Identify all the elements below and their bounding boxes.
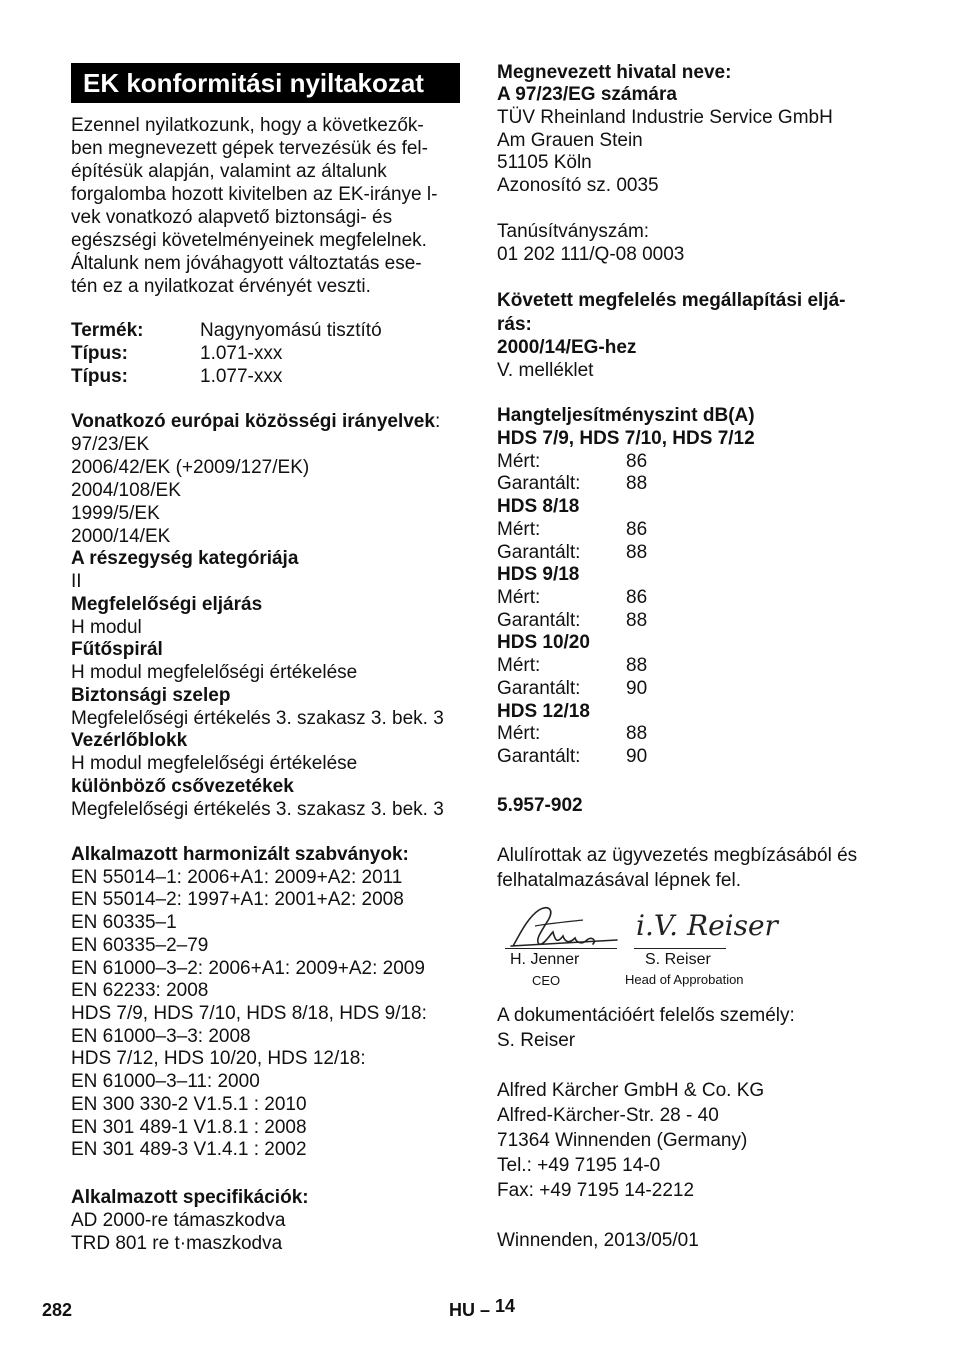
guaranteed-value: 88: [626, 542, 648, 563]
standard-item: EN 60335–1: [71, 912, 177, 933]
intro-line: forgalomba hozott kivitelben az EK-iránye l-: [71, 184, 438, 205]
sound-model: HDS 10/20: [497, 632, 590, 653]
company-line: Alfred-Kärcher-Str. 28 - 40: [497, 1105, 719, 1126]
part-number: 5.957-902: [497, 795, 583, 816]
notified-body-line: TÜV Rheinland Industrie Service GmbH: [497, 107, 833, 128]
page-number: 282: [42, 1300, 73, 1320]
place-date: Winnenden, 2013/05/01: [497, 1230, 699, 1251]
guaranteed-label: Garantált:: [497, 678, 581, 699]
company-line: Tel.: +49 7195 14-0: [497, 1155, 661, 1176]
documentation-label: A dokumentációért felelős személy:: [497, 1005, 795, 1026]
sound-model: HDS 8/18: [497, 496, 580, 517]
product-value: Nagynyomású tisztító: [200, 320, 382, 341]
category-value: Megfelelőségi értékelés 3. szakasz 3. bek. 3: [71, 799, 444, 820]
notified-body-heading: A 97/23/EG számára: [497, 84, 677, 105]
type-value: 1.071-xxx: [200, 343, 283, 364]
standard-item: HDS 7/9, HDS 7/10, HDS 8/18, HDS 9/18:: [71, 1003, 427, 1024]
standard-item: EN 61000–3–11: 2000: [71, 1071, 260, 1092]
standard-item: EN 301 489-3 V1.4.1 : 2002: [71, 1139, 307, 1160]
procedure-heading: Követett megfelelés megállapítási eljá-: [497, 290, 846, 311]
signature-line: [634, 948, 726, 949]
category-value: H modul: [71, 617, 142, 638]
measured-value: 86: [626, 451, 648, 472]
signers-intro: felhatalmazásával lépnek fel.: [497, 870, 741, 891]
company-line: Alfred Kärcher GmbH & Co. KG: [497, 1080, 765, 1101]
notified-body-line: 51105 Köln: [497, 152, 592, 173]
signer-role: Head of Approbation: [625, 972, 744, 987]
measured-label: Mért:: [497, 451, 541, 472]
standard-item: EN 301 489-1 V1.8.1 : 2008: [71, 1117, 307, 1138]
guaranteed-value: 90: [626, 678, 648, 699]
signature-reiser: i.V. Reiser: [636, 909, 778, 942]
directive-item: 97/23/EK: [71, 434, 150, 455]
directives-heading: [71, 411, 440, 433]
directives-heading-colon: :: [434, 411, 441, 432]
notified-body-line: Am Grauen Stein: [497, 130, 643, 151]
sound-heading: Hangteljesítményszint dB(A): [497, 405, 755, 426]
category-label: Vezérlőblokk: [71, 730, 188, 751]
signature-jenner: [505, 900, 620, 952]
standard-item: EN 61000–3–2: 2006+A1: 2009+A2: 2009: [71, 958, 425, 979]
category-label: különböző csővezetékek: [71, 776, 294, 797]
guaranteed-value: 90: [626, 746, 648, 767]
procedure-heading: 2000/14/EG-hez: [497, 337, 637, 358]
intro-line: Ezennel nyilatkozunk, hogy a következők-: [71, 115, 424, 136]
directive-item: 1999/5/EK: [71, 503, 160, 524]
section-code: HU: [449, 1300, 475, 1320]
intro-line: ben megnevezett gépek tervezésük és fel-: [71, 138, 428, 159]
signature-line: [505, 948, 617, 949]
signer-role: CEO: [532, 973, 561, 988]
sound-model: HDS 12/18: [497, 701, 590, 722]
spec-item: AD 2000-re támaszkodva: [71, 1210, 286, 1231]
page-title: EK konformitási nyiltakozat: [71, 63, 460, 103]
directive-item: 2006/42/EK (+2009/127/EK): [71, 457, 310, 478]
category-label: Megfelelőségi eljárás: [71, 594, 263, 615]
intro-line: Általunk nem jóváhagyott változtatás ese-: [71, 253, 422, 274]
measured-value: 86: [626, 587, 648, 608]
standard-item: EN 60335–2–79: [71, 935, 209, 956]
type-label: Típus:: [71, 343, 128, 364]
section-dash: –: [480, 1300, 491, 1320]
standard-item: EN 55014–2: 1997+A1: 2001+A2: 2008: [71, 889, 404, 910]
measured-value: 86: [626, 519, 648, 540]
standards-heading: Alkalmazott harmonizált szabványok:: [71, 844, 409, 865]
notified-body-line: Azonosító sz. 0035: [497, 175, 659, 196]
measured-label: Mért:: [497, 519, 541, 540]
sound-model: HDS 9/18: [497, 564, 580, 585]
guaranteed-value: 88: [626, 610, 648, 631]
procedure-value: V. melléklet: [497, 360, 594, 381]
guaranteed-label: Garantált:: [497, 610, 581, 631]
documentation-person: S. Reiser: [497, 1030, 576, 1051]
category-value: Megfelelőségi értékelés 3. szakasz 3. bek. 3: [71, 708, 444, 729]
measured-value: 88: [626, 655, 648, 676]
intro-line: vek vonatkozó alapvető biztonsági- és: [71, 207, 393, 228]
standard-item: EN 62233: 2008: [71, 980, 209, 1001]
specs-heading: Alkalmazott specifikációk:: [71, 1187, 309, 1208]
category-value: II: [71, 571, 82, 592]
category-label: A részegység kategóriája: [71, 548, 299, 569]
measured-label: Mért:: [497, 655, 541, 676]
section-page-label: [449, 1296, 516, 1321]
category-label: Fűtőspirál: [71, 639, 163, 660]
intro-line: tén ez a nyilatkozat érvényét veszti.: [71, 276, 371, 297]
measured-value: 88: [626, 723, 648, 744]
guaranteed-value: 88: [626, 473, 648, 494]
measured-label: Mért:: [497, 723, 541, 744]
measured-label: Mért:: [497, 587, 541, 608]
category-value: H modul megfelelőségi értékelése: [71, 662, 358, 683]
signers-intro: Alulírottak az ügyvezetés megbízásából és: [497, 845, 858, 866]
category-label: Biztonsági szelep: [71, 685, 231, 706]
company-line: 71364 Winnenden (Germany): [497, 1130, 748, 1151]
signer-name: H. Jenner: [510, 951, 580, 968]
directive-item: 2000/14/EK: [71, 526, 171, 547]
notified-body-heading: Megnevezett hivatal neve:: [497, 62, 732, 83]
product-label: Termék:: [71, 320, 144, 341]
standard-item: EN 55014–1: 2006+A1: 2009+A2: 2011: [71, 867, 403, 888]
standard-item: HDS 7/12, HDS 10/20, HDS 12/18:: [71, 1048, 366, 1069]
guaranteed-label: Garantált:: [497, 746, 581, 767]
spec-item: TRD 801 re t·maszkodva: [71, 1233, 283, 1254]
signer-name: S. Reiser: [645, 951, 711, 968]
intro-line: építésük alapján, valamint az általunk: [71, 161, 387, 182]
procedure-heading: rás:: [497, 314, 532, 335]
certificate-number: 01 202 111/Q-08 0003: [497, 244, 685, 265]
guaranteed-label: Garantált:: [497, 473, 581, 494]
sound-model: HDS 7/9, HDS 7/10, HDS 7/12: [497, 428, 755, 449]
standard-item: EN 61000–3–3: 2008: [71, 1026, 251, 1047]
type-value: 1.077-xxx: [200, 366, 283, 387]
standard-item: EN 300 330-2 V1.5.1 : 2010: [71, 1094, 307, 1115]
intro-line: egészségi követelményeinek megfelelnek.: [71, 230, 427, 251]
section-page-number: 14: [495, 1296, 516, 1316]
directives-heading-text: Vonatkozó európai közösségi irányelvek: [71, 411, 435, 432]
directive-item: 2004/108/EK: [71, 480, 181, 501]
category-value: H modul megfelelőségi értékelése: [71, 753, 358, 774]
company-line: Fax: +49 7195 14-2212: [497, 1180, 695, 1201]
type-label: Típus:: [71, 366, 128, 387]
guaranteed-label: Garantált:: [497, 542, 581, 563]
certificate-label: Tanúsítványszám:: [497, 221, 650, 242]
